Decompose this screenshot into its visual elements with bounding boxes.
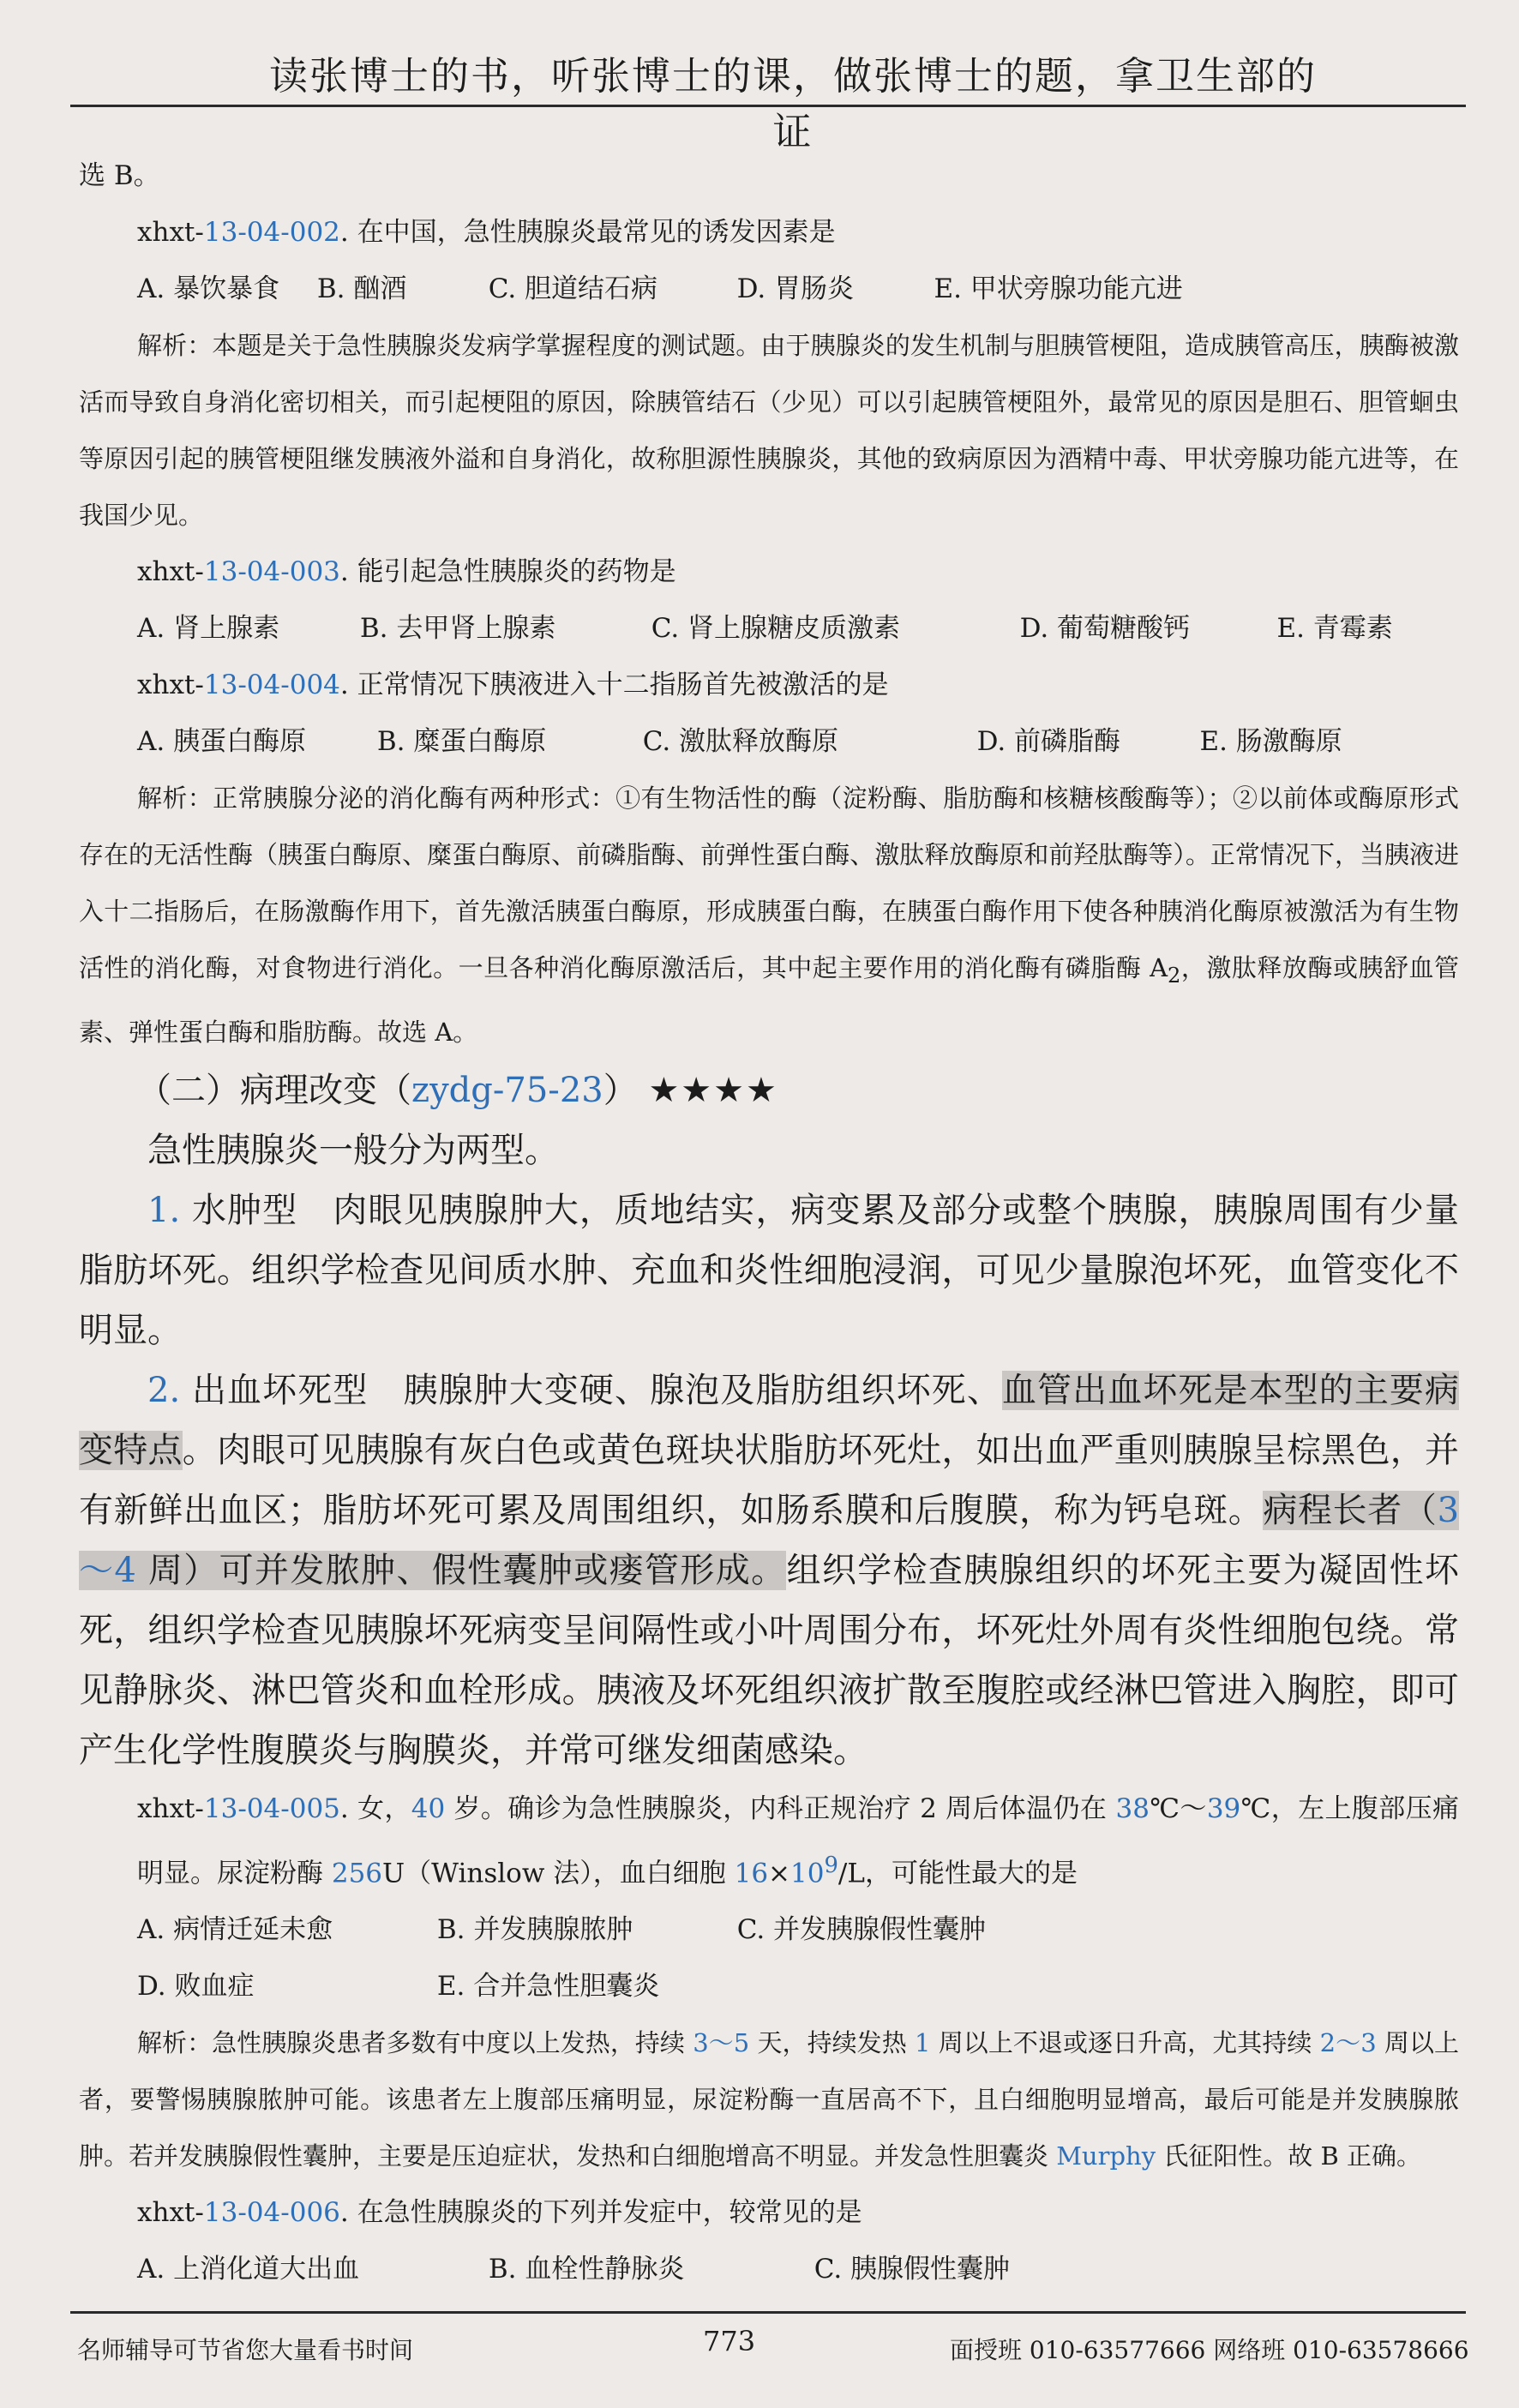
stem-number: 38 — [1115, 1792, 1150, 1824]
stem-number: 256 — [331, 1858, 383, 1889]
section-code: zydg-75-23 — [411, 1070, 603, 1110]
question-005-stem — [79, 1780, 1459, 1901]
section-intro: 急性胰腺炎一般分为两型。 — [147, 1130, 559, 1170]
question-prefix: xhxt- — [137, 2197, 204, 2229]
option-d: D. 葡萄糖酸钙 — [1019, 613, 1191, 644]
page-number: 773 — [703, 2325, 756, 2357]
page-content — [79, 147, 1459, 2297]
option-d: D. 败血症 — [137, 1971, 255, 2003]
stem-number: 16 — [734, 1858, 769, 1889]
stem-number: 2 — [920, 1792, 937, 1824]
stem-text: 周后体温仍在 — [936, 1792, 1116, 1824]
question-005-analysis — [79, 2015, 1459, 2184]
analysis-number: 3～5 — [693, 2028, 750, 2058]
option-d: D. 胃肠炎 — [736, 273, 855, 304]
question-003-options — [79, 600, 1459, 657]
star-rating-icon: ★★★★ — [648, 1070, 778, 1110]
footer-slogan: 名师辅导可节省您大量看书时间 — [77, 2336, 414, 2364]
section-heading — [79, 1060, 1459, 1120]
analysis-text: 周以上者，要警惕胰腺脓肿可能。该患者左上腹部压痛明显，尿淀粉酶一直居高不下，且白细胞明显增高，最后可能是并发胰腺脓肿。若并发胰腺假性囊肿，主要是压迫症状，发热和白细胞增高不明显。并发急性胆囊炎 — [79, 2028, 1460, 2171]
option-a: A. 胰蛋白酶原 — [137, 726, 307, 757]
lead-text: 选 B。 — [79, 160, 160, 191]
paragraph-text-b: 。肉眼可见胰腺有灰白色或黄色斑块状脂肪坏死灶，如出血严重则胰腺呈棕黑色，并有新鲜出血区；脂肪坏死可累及周围组织，如肠系膜和后腹膜，称为钙皂斑。 — [79, 1430, 1460, 1530]
option-c: C. 激肽释放酶原 — [642, 726, 839, 757]
question-004-options — [79, 713, 1459, 770]
option-c: C. 胆道结石病 — [488, 273, 658, 304]
footer-rule — [70, 2311, 1466, 2314]
option-a: A. 暴饮暴食 — [137, 273, 280, 304]
highlight-text-b: 周）可并发脓肿、假性囊肿或瘘管形成。 — [135, 1550, 787, 1590]
analysis-text: 氏征阳性。故 B 正确。 — [1156, 2141, 1422, 2171]
item-number: 1. — [147, 1190, 181, 1230]
header-rule — [70, 105, 1466, 107]
question-002-stem — [79, 204, 1459, 261]
option-e: E. 肠激酶原 — [1199, 726, 1342, 757]
question-code: 13-04-003 — [203, 556, 340, 587]
question-prefix: xhxt- — [137, 670, 204, 700]
analysis-text-a: 解析：正常胰腺分泌的消化酶有两种形式：①有生物活性的酶（淀粉酶、脂肪酶和核糖核酸酶等）；②以前体或酶原形式存在的无活性酶（胰蛋白酶原、糜蛋白酶原、前磷脂酶、前弹性蛋白酶、激肽释放酶原和前羟肽酶等）。正常情况下，当胰液进入十二指肠后，在肠激酶作用下，首先激活胰蛋白酶原，形成胰蛋白酶，在胰蛋白酶作用下使各种胰消化酶原被激活为有生物活性的消化酶，对食物进行消化。一旦各种消化酶原激活后，其中起主要作用的消化酶有磷脂酶 A — [79, 784, 1459, 982]
question-004-analysis — [79, 770, 1459, 1060]
option-c: C. 肾上腺糖皮质激素 — [651, 613, 901, 644]
subscript: 2 — [1168, 963, 1181, 988]
question-text: . 在中国，急性胰腺炎最常见的诱发因素是 — [339, 217, 836, 248]
stem-text: × — [768, 1858, 791, 1889]
section-title: （二）病理改变（ — [137, 1070, 411, 1110]
paragraph-text-a: 出血坏死型 胰腺肿大变硬、腺泡及脂肪组织坏死、 — [180, 1370, 1002, 1410]
paragraph-text: 水肿型 肉眼见胰腺肿大，质地结实，病变累及部分或整个胰腺，胰腺周围有少量脂肪坏死。组织学检查见间质水肿、充血和炎性细胞浸润，可见少量腺泡坏死，血管变化不明显。 — [79, 1190, 1459, 1350]
superscript: 9 — [824, 1852, 838, 1878]
question-prefix: xhxt- — [137, 217, 204, 248]
option-b: B. 去甲肾上腺素 — [359, 613, 556, 644]
stem-text: U（Winslow 法），血白细胞 — [382, 1858, 735, 1889]
analysis-text: 周以上不退或逐日升高，尤其持续 — [930, 2028, 1320, 2058]
question-002-options — [79, 261, 1459, 317]
question-code: 13-04-002 — [203, 217, 340, 248]
analysis-term: Murphy — [1056, 2141, 1156, 2171]
item-number: 2. — [147, 1370, 181, 1410]
analysis-number: 1 — [915, 2028, 931, 2058]
stem-text: ℃，左上腹部压痛明显。尿淀粉酶 — [137, 1792, 1459, 1889]
type-edematous-paragraph — [79, 1180, 1459, 1360]
stem-text: ℃～ — [1150, 1792, 1207, 1824]
option-a: A. 肾上腺素 — [137, 613, 280, 644]
option-b: B. 糜蛋白酶原 — [376, 726, 547, 757]
type-hemorrhagic-paragraph — [79, 1360, 1459, 1780]
stem-number: 40 — [411, 1792, 446, 1824]
highlight-text-a: 病程长者（ — [1263, 1490, 1438, 1530]
analysis-text: 天，持续发热 — [749, 2028, 916, 2058]
stem-text: /L，可能性最大的是 — [838, 1858, 1078, 1889]
stem-number: 10 — [790, 1858, 825, 1889]
paragraph-text-c: 组织学检查胰腺组织的坏死主要为凝固性坏死，组织学检查见胰腺坏死病变呈间隔性或小叶周围分布，坏死灶外周有炎性细胞包绕。常见静脉炎、淋巴管炎和血栓形成。胰液及坏死组织液扩散至腹腔或经淋巴管进入胸腔，即可产生化学性腹膜炎与胸膜炎，并常可继发细菌感染。 — [79, 1550, 1460, 1770]
question-003-stem — [79, 543, 1459, 600]
option-a: A. 病情迁延未愈 — [137, 1914, 333, 1946]
running-header: 读张博士的书，听张博士的课，做张博士的题，拿卫生部的证 — [268, 53, 1317, 154]
option-e: E. 合并急性胆囊炎 — [436, 1971, 660, 2003]
option-d: D. 前磷脂酶 — [976, 726, 1121, 757]
question-text: . 在急性胰腺炎的下列并发症中，较常见的是 — [339, 2197, 862, 2229]
option-b: B. 并发胰腺脓肿 — [436, 1914, 633, 1946]
question-002-analysis: 解析：本题是关于急性胰腺炎发病学掌握程度的测试题。由于胰腺炎的发生机制与胆胰管梗阻，造成胰管高压，胰酶被激活而导致自身消化密切相关，而引起梗阻的原因，除胰管结石（少见）可以引起胰管梗阻外，最常见的原因是胆石、胆管蛔虫等原因引起的胰管梗阻继发胰液外溢和自身消化，故称胆源性胰腺炎，其他的致病原因为酒精中毒、甲状旁腺功能亢进等，在我国少见。 — [79, 331, 1459, 530]
question-006-options — [79, 2241, 1459, 2297]
question-text: . 能引起急性胰腺炎的药物是 — [339, 556, 676, 587]
question-prefix: xhxt- — [137, 556, 204, 587]
option-a: A. 上消化道大出血 — [137, 2254, 360, 2285]
stem-text: 岁。确诊为急性胰腺炎，内科正规治疗 — [445, 1792, 921, 1824]
option-c: C. 并发胰腺假性囊肿 — [736, 1914, 987, 1946]
question-prefix: xhxt- — [137, 1792, 204, 1824]
question-text: . 正常情况下胰液进入十二指肠首先被激活的是 — [339, 670, 889, 700]
question-004-stem — [79, 657, 1459, 713]
analysis-number: 2～3 — [1319, 2028, 1377, 2058]
question-005-options-row2 — [79, 1958, 1459, 2015]
section-close: ） — [603, 1070, 638, 1110]
question-code: 13-04-006 — [203, 2197, 340, 2229]
option-e: E. 青霉素 — [1276, 613, 1393, 644]
question-code: 13-04-004 — [203, 670, 340, 700]
option-c: C. 胰腺假性囊肿 — [814, 2254, 1011, 2285]
option-b: B. 酗酒 — [316, 273, 407, 304]
analysis-text-b: ，激肽释放酶或胰舒血管素、弹性蛋白酶和脂肪酶。故选 A。 — [79, 953, 1459, 1047]
option-b: B. 血栓性静脉炎 — [488, 2254, 685, 2285]
footer-contact: 面授班 010-63577666 网络班 010-63578666 — [950, 2336, 1469, 2364]
question-005-options-row1 — [79, 1901, 1459, 1958]
stem-text: . 女， — [339, 1792, 411, 1824]
highlight-key-feature: 血管出血坏死是本型的主要病变特点 — [79, 1370, 1460, 1470]
highlight-weeks: 3～4 — [79, 1490, 1460, 1590]
stem-number: 39 — [1206, 1792, 1241, 1824]
question-006-stem — [79, 2184, 1459, 2241]
option-e: E. 甲状旁腺功能亢进 — [934, 273, 1183, 304]
question-code: 13-04-005 — [203, 1792, 340, 1824]
analysis-text: 解析：急性胰腺炎患者多数有中度以上发热，持续 — [137, 2028, 693, 2058]
